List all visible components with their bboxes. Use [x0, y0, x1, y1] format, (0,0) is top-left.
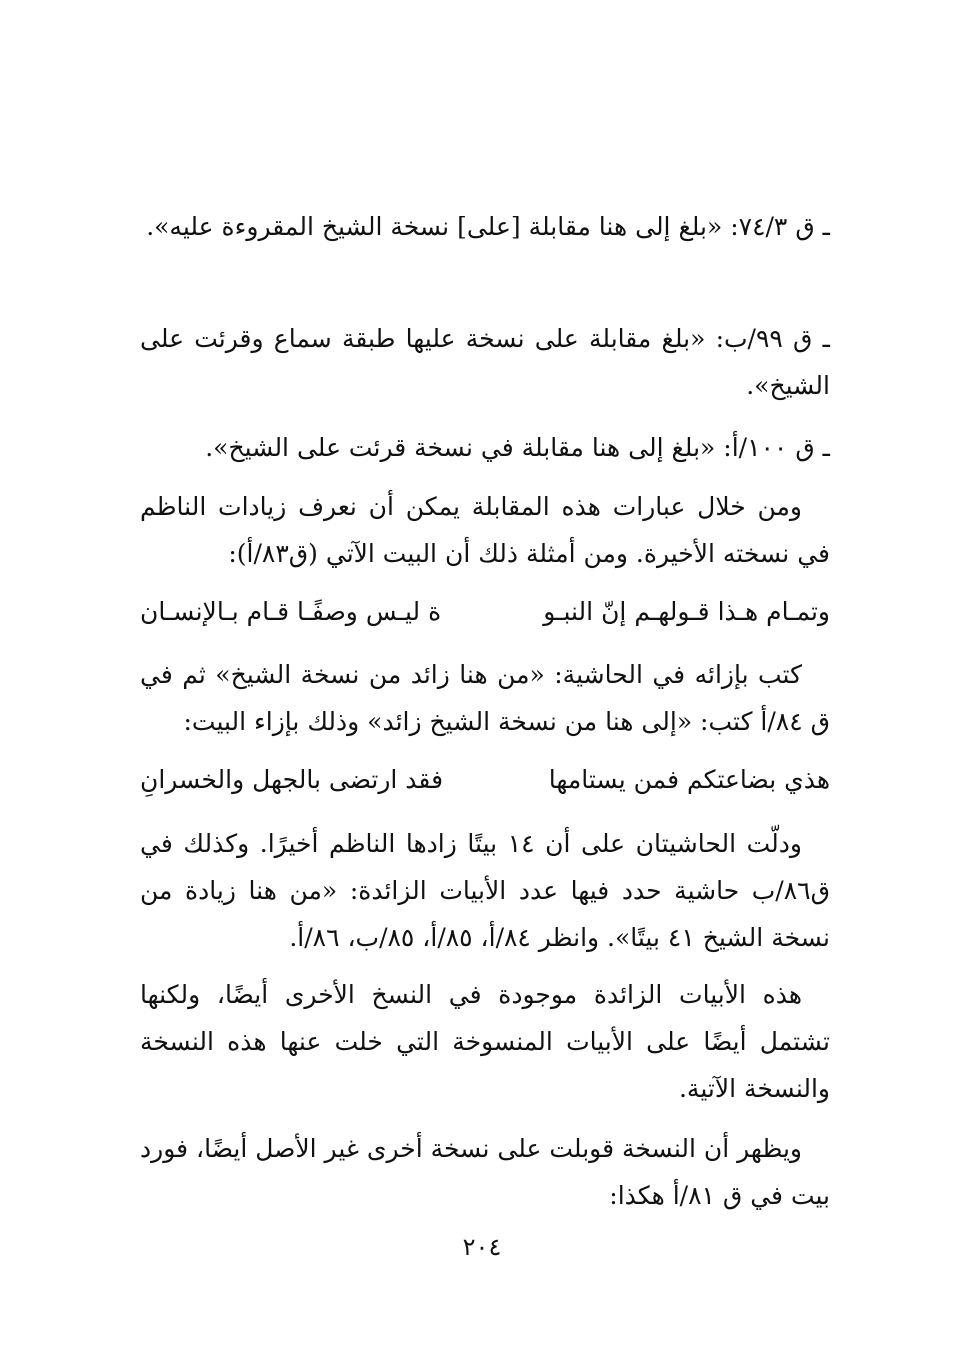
- paragraph-body-4: هذه الأبيات الزائدة موجودة في النسخ الأخرى أيضًا، ولكنها تشتمل أيضًا على الأبيات المنسوخة التي خلت عنها هذه النسخة والنسخة الآتية.: [140, 980, 830, 1103]
- verse-1-second-hemistich: ة ليـس وصفًـا قـام بـالإنسـان: [140, 597, 442, 626]
- paragraph-manuscript-note-1: ـ ق ٧٤/٣: «بلغ إلى هنا مقابلة [على] نسخة الشيخ المقروءة عليه».: [146, 212, 830, 241]
- paragraph-body-3: ودلّت الحاشيتان على أن ١٤ بيتًا زادها الناظم أخيرًا. وكذلك في ق٨٦/ب حاشية حدد فيها عدد الأبيات الزائدة: «من هنا زيادة من نسخة الشيخ ٤١ بيتًا». وانظر ٨٤/أ، ٨٥/أ، ٨٥/ب، ٨٦/أ.: [140, 829, 830, 952]
- paragraph-manuscript-note-3: ـ ق ١٠٠/أ: «بلغ إلى هنا مقابلة في نسخة قرئت على الشيخ».: [205, 433, 830, 462]
- paragraph-manuscript-note-2: ـ ق ٩٩/ب: «بلغ مقابلة على نسخة عليها طبقة سماع وقرئت على الشيخ».: [140, 324, 830, 400]
- verse-2-first-hemistich: هذي بضاعتكم فمن يستامها: [548, 765, 830, 794]
- paragraph-body-1: ومن خلال عبارات هذه المقابلة يمكن أن نعرف زيادات الناظم في نسخته الأخيرة. ومن أمثلة ذلك أن البيت الآتي (ق٨٣/أ):: [140, 492, 830, 568]
- paragraph-body-5: ويظهر أن النسخة قوبلت على نسخة أخرى غير الأصل أيضًا، فورد بيت في ق ٨١/أ هكذا:: [140, 1134, 830, 1210]
- verse-1-first-hemistich: وتمـام هـذا قـولهـم إنّ النبـو: [543, 597, 830, 626]
- verse-line-1: [140, 592, 830, 632]
- verse-line-2: [140, 760, 830, 800]
- verse-2-second-hemistich: فقد ارتضى بالجهل والخسرانِ: [140, 765, 444, 794]
- paragraph-body-2: كتب بإزائه في الحاشية: «من هنا زائد من نسخة الشيخ» ثم في ق ٨٤/أ كتب: «إلى هنا من نسخة الشيخ زائد» وذلك بإزاء البيت:: [140, 660, 830, 736]
- page-number: ٢٠٤: [462, 1233, 502, 1261]
